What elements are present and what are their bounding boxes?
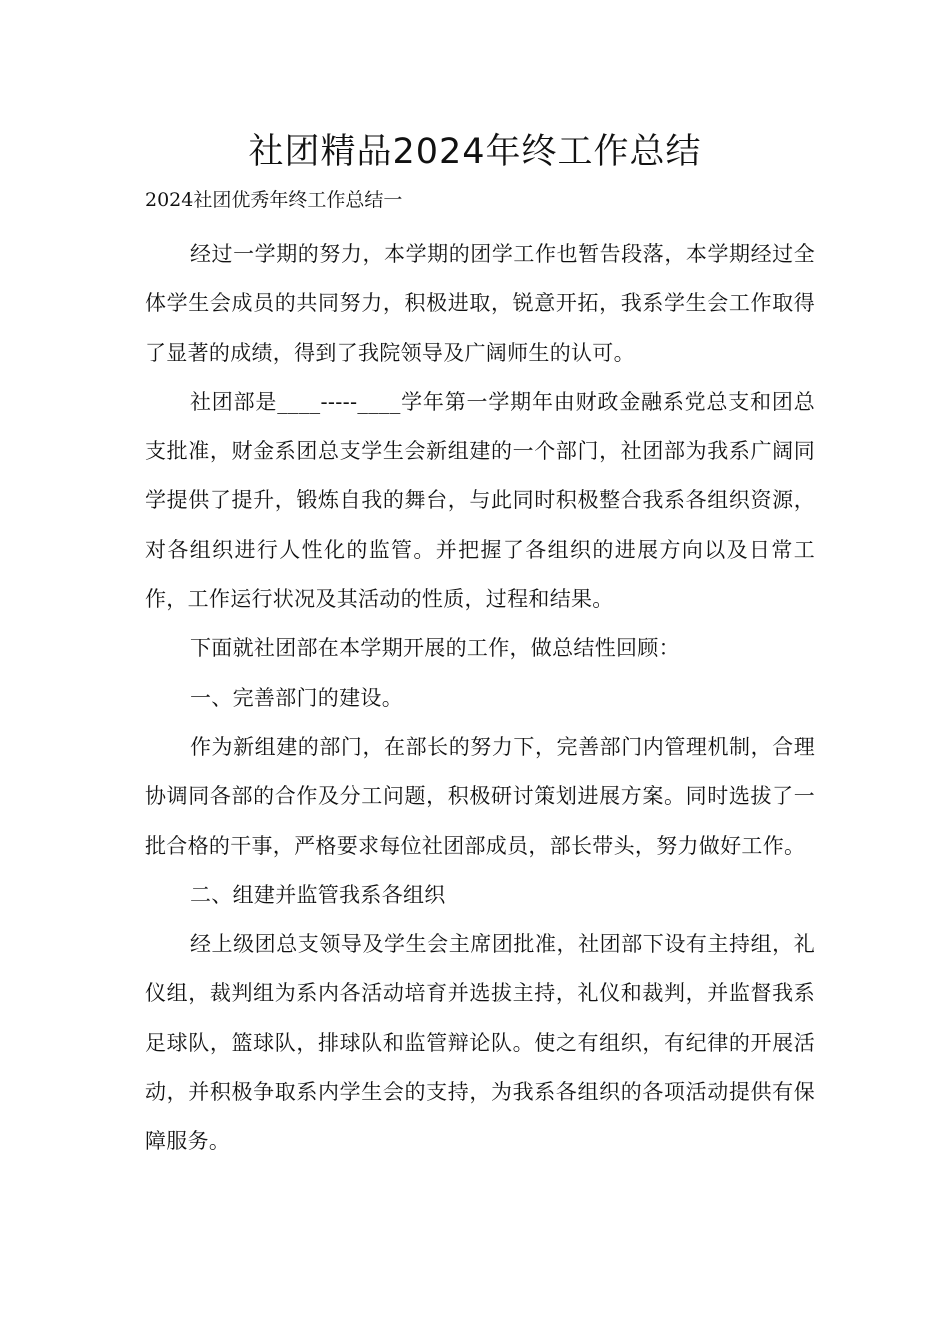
paragraph-intro: 经过一学期的努力，本学期的团学工作也暂告段落，本学期经过全体学生会成员的共同努力，积极进取，锐意开拓，我系学生会工作取得了显著的成绩，得到了我院领导及广阔师生的认可。 [145,242,815,365]
section-heading-1: 一、完善部门的建设。 [190,685,403,710]
document-subtitle: 2024社团优秀年终工作总结一 [145,189,403,211]
paragraph-section-2: 经上级团总支领导及学生会主席团批准，社团部下设有主持组，礼仪组，裁判组为系内各活动培育并选拔主持，礼仪和裁判，并监督我系足球队，篮球队，排球队和监管辩论队。使之有组织，有纪律的开展活动，并积极争取系内学生会的支持，为我系各组织的各项活动提供有保障服务。 [145,932,815,1154]
paragraph-department-origin: 社团部是____-----____学年第一学期年由财政金融系党总支和团总支批准，财金系团总支学生会新组建的一个部门，社团部为我系广阔同学提供了提升，锻炼自我的舞台，与此同时积极整合我系各组织资源，对各组织进行人性化的监管。并把握了各组织的进展方向以及日常工作，工作运行状况及其活动的性质，过程和结果。 [145,389,815,612]
document-body [145,230,815,1167]
paragraph-section-1: 作为新组建的部门，在部长的努力下，完善部门内管理机制，合理协调同各部的合作及分工问题，积极研讨策划进展方案。同时选拔了一批合格的干事，严格要求每位社团部成员，部长带头，努力做好工作。 [145,734,815,858]
paragraph-review-lead: 下面就社团部在本学期开展的工作，做总结性回顾： [190,636,680,661]
document-title: 社团精品2024年终工作总结 [248,132,702,172]
section-heading-2: 二、组建并监管我系各组织 [190,882,446,907]
